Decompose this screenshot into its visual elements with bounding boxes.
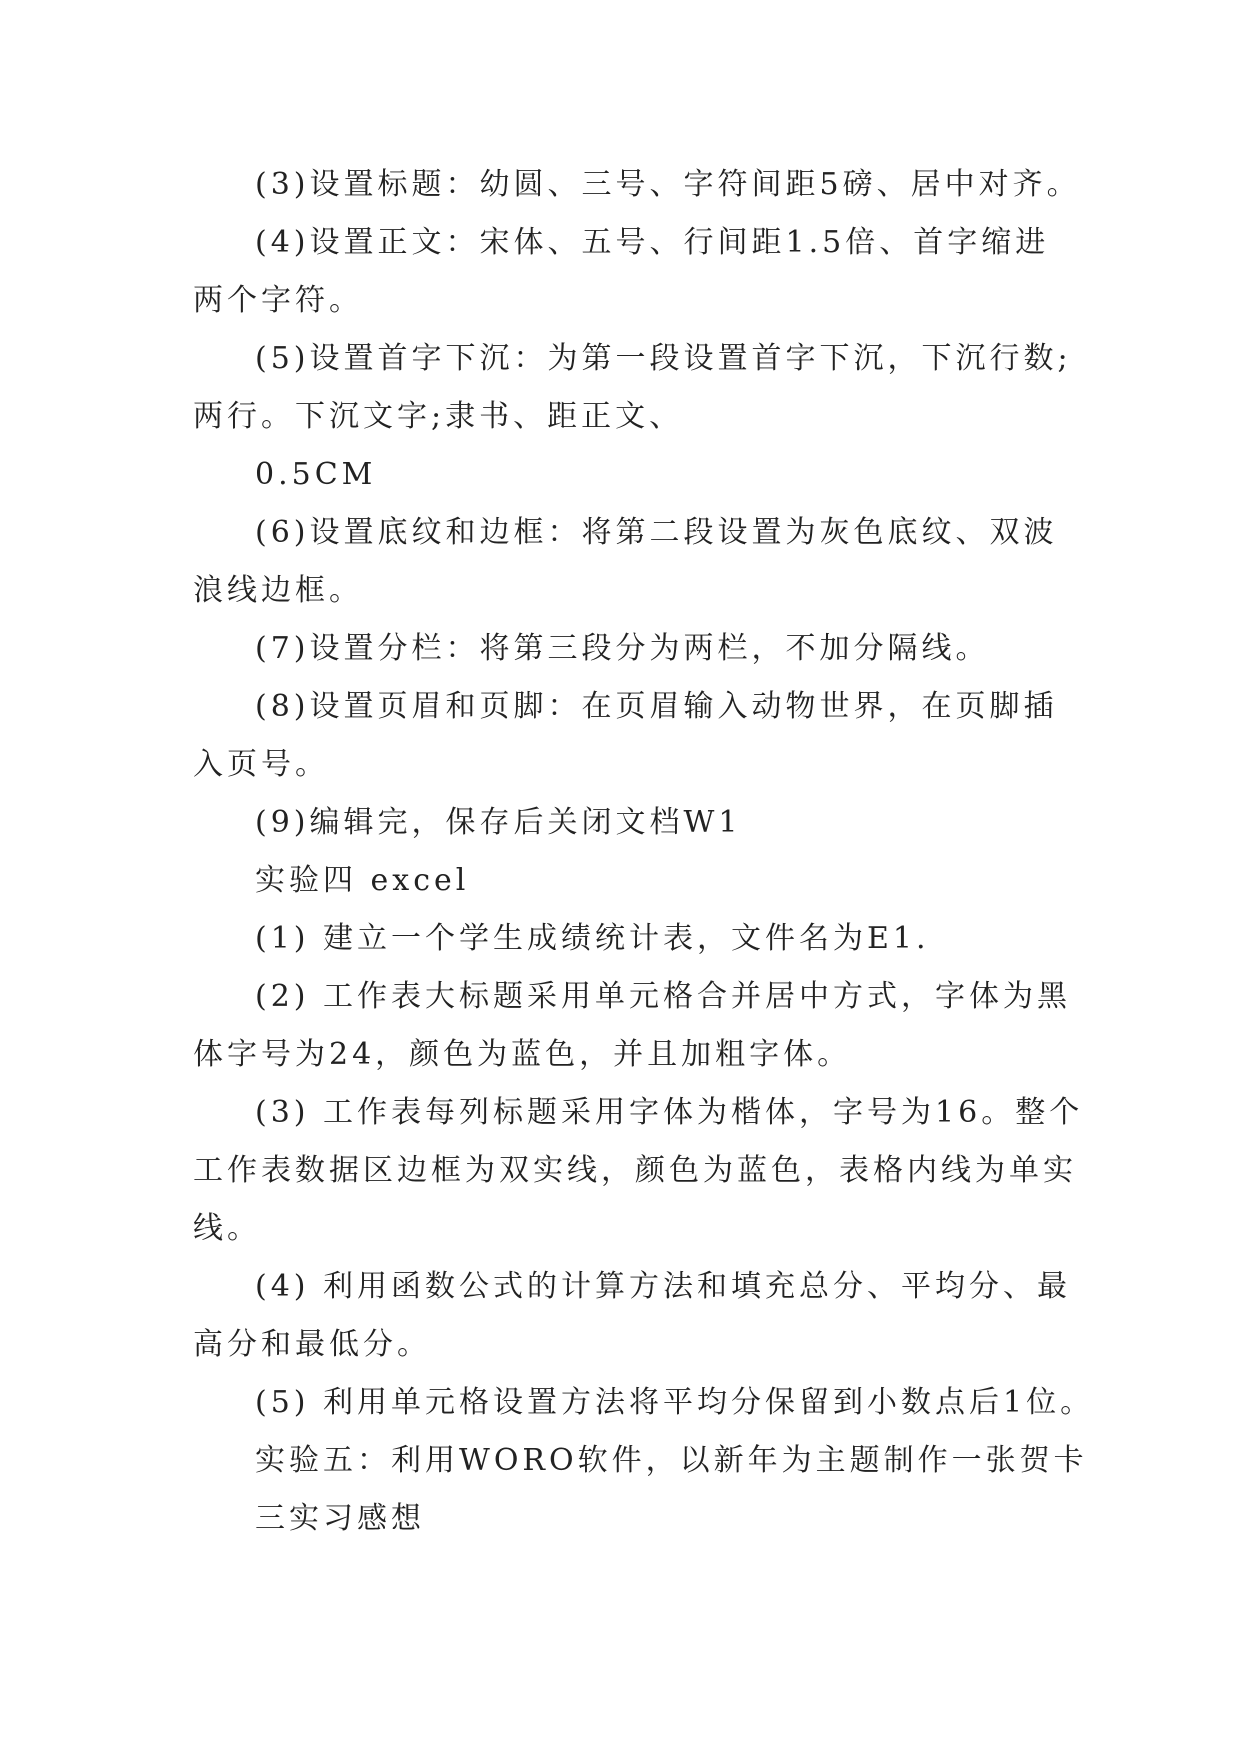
text-line-step-4-body: (4)设置正文：宋体、五号、行间距1.5倍、首字缩进 bbox=[255, 225, 1050, 260]
text-line-step-3-title: (3)设置标题：幼圆、三号、字符间距5磅、居中对齐。 bbox=[255, 167, 1081, 202]
text-line-step-5-dropcap: (5)设置首字下沉：为第一段设置首字下沉，下沉行数; bbox=[255, 341, 1072, 376]
text-line-step-8-cont: 入页号。 bbox=[193, 747, 329, 782]
text-line-step-6-cont: 浪线边框。 bbox=[193, 573, 363, 608]
text-line-step-6-shading: (6)设置底纹和边框：将第二段设置为灰色底纹、双波 bbox=[255, 515, 1058, 550]
text-line-excel-3: (3) 工作表每列标题采用字体为楷体，字号为16。整个 bbox=[255, 1095, 1084, 1130]
text-line-excel-3-end: 线。 bbox=[193, 1211, 261, 1246]
text-line-step-4-cont: 两个字符。 bbox=[193, 283, 363, 318]
section-heading-experiment-4: 实验四 excel bbox=[255, 863, 470, 898]
section-heading-experiment-5: 实验五：利用WORO软件，以新年为主题制作一张贺卡 bbox=[255, 1443, 1088, 1478]
text-line-excel-2: (2) 工作表大标题采用单元格合并居中方式，字体为黑 bbox=[255, 979, 1072, 1014]
text-line-excel-3-cont: 工作表数据区边框为双实线，颜色为蓝色，表格内线为单实 bbox=[193, 1153, 1077, 1188]
text-line-step-5-distance: 0.5CM bbox=[255, 457, 377, 492]
section-heading-reflections: 三实习感想 bbox=[255, 1501, 425, 1536]
text-line-excel-2-cont: 体字号为24，颜色为蓝色，并且加粗字体。 bbox=[193, 1037, 852, 1072]
text-line-excel-4: (4) 利用函数公式的计算方法和填充总分、平均分、最 bbox=[255, 1269, 1072, 1304]
text-line-excel-5: (5) 利用单元格设置方法将平均分保留到小数点后1位。 bbox=[255, 1385, 1095, 1420]
text-line-excel-1: (1) 建立一个学生成绩统计表，文件名为E1. bbox=[255, 921, 930, 956]
text-line-excel-4-cont: 高分和最低分。 bbox=[193, 1327, 431, 1362]
text-line-step-7-columns: (7)设置分栏：将第三段分为两栏，不加分隔线。 bbox=[255, 631, 990, 666]
text-line-step-8-header: (8)设置页眉和页脚：在页眉输入动物世界，在页脚插 bbox=[255, 689, 1058, 724]
text-line-step-5-cont: 两行。下沉文字;隶书、距正文、 bbox=[193, 399, 684, 434]
text-line-step-9-save: (9)编辑完，保存后关闭文档W1 bbox=[255, 805, 742, 840]
